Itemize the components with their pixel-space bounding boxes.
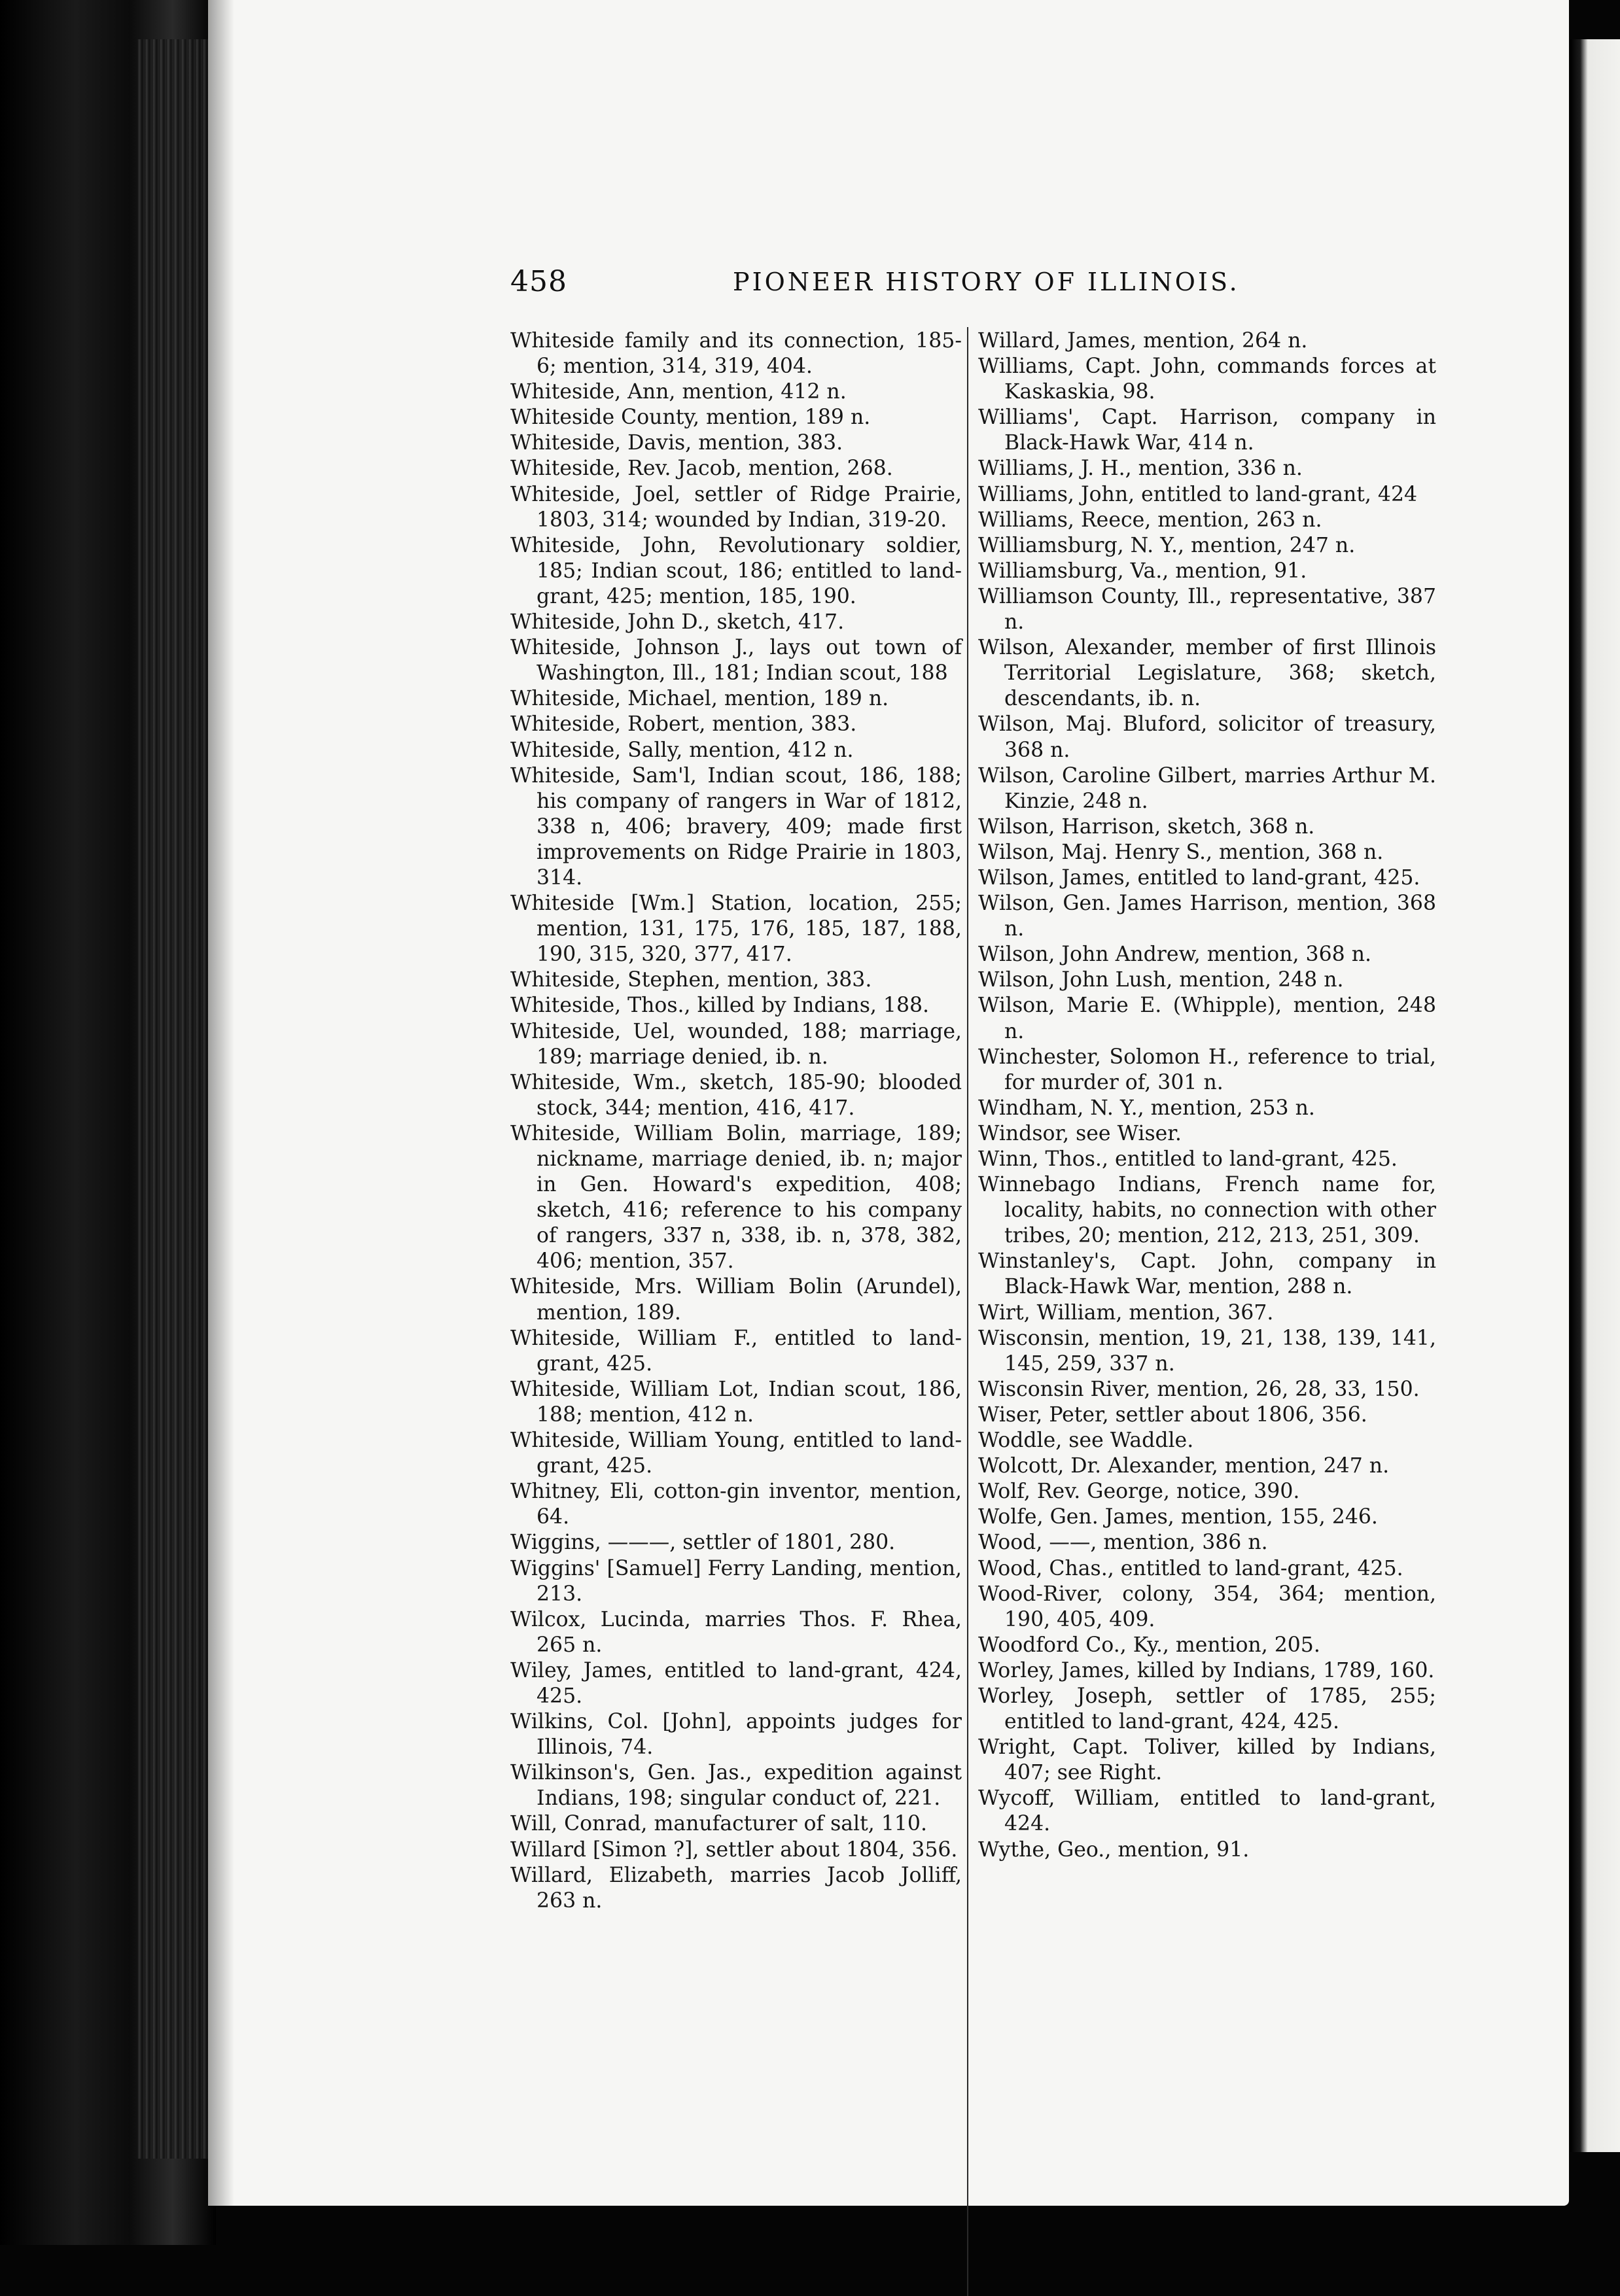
index-entry: Whiteside, William Young, entitled to land-grant, 425.	[510, 1429, 962, 1478]
index-entry: Wilson, Maj. Henry S., mention, 368 n.	[978, 840, 1384, 864]
facing-page-edge	[1570, 39, 1620, 2152]
index-entry: Wiggins, ———, settler of 1801, 280.	[510, 1531, 896, 1555]
index-entry: Whiteside, Ann, mention, 412 n.	[510, 380, 847, 404]
index-entry: Whiteside County, mention, 189 n.	[510, 406, 871, 430]
index-column-left	[510, 328, 962, 1914]
index-entry: Whiteside, Michael, mention, 189 n.	[510, 687, 889, 711]
index-entry: Whiteside, Wm., sketch, 185-90; blooded stock, 344; mention, 416, 417.	[510, 1070, 962, 1120]
index-entry: Wilson, John Andrew, mention, 368 n.	[978, 943, 1371, 967]
index-entry: Whiteside, Uel, wounded, 188; marriage, 189; marriage denied, ib. n.	[510, 1019, 962, 1069]
index-entry: Whiteside, William Bolin, marriage, 189; nickname, marriage denied, ib. n; major in Gen. Howard's expedition, 408; sketch, 416; reference to his company of rangers, 337 n, 338, ib. n, 378, 382, 406; mention, 357.	[510, 1121, 962, 1274]
index-entry: Whiteside, Johnson J., lays out town of Washington, Ill., 181; Indian scout, 188	[510, 636, 962, 686]
index-entry: Wood, Chas., entitled to land-grant, 425.	[978, 1556, 1403, 1580]
index-entry: Wilkinson's, Gen. Jas., expedition against Indians, 198; singular conduct of, 221.	[510, 1761, 962, 1811]
index-entry: Wolcott, Dr. Alexander, mention, 247 n.	[978, 1454, 1390, 1478]
index-entry: Williamsburg, Va., mention, 91.	[978, 559, 1307, 583]
index-entry: Whiteside, John D., sketch, 417.	[510, 610, 845, 635]
index-entry: Willard [Simon ?], settler about 1804, 356.	[510, 1837, 958, 1862]
index-entry: Windham, N. Y., mention, 253 n.	[978, 1096, 1315, 1120]
index-entry: Wilson, Maj. Bluford, solicitor of treasury, 368 n.	[978, 712, 1436, 762]
index-entry: Wilson, John Lush, mention, 248 n.	[978, 968, 1344, 992]
index-entry: Whiteside, John, Revolutionary soldier, 185; Indian scout, 186; entitled to land-grant, 425; mention, 185, 190.	[510, 533, 962, 608]
index-entry: Whiteside, Robert, mention, 383.	[510, 712, 857, 737]
index-entry: Whitney, Eli, cotton-gin inventor, mention, 64.	[510, 1480, 962, 1529]
index-entry: Wolfe, Gen. James, mention, 155, 246.	[978, 1505, 1378, 1529]
index-entry: Wiggins' [Samuel] Ferry Landing, mention, 213.	[510, 1556, 962, 1606]
index-entry: Wisconsin River, mention, 26, 28, 33, 150.	[978, 1377, 1420, 1401]
index-entry: Whiteside, Sally, mention, 412 n.	[510, 738, 854, 762]
index-entry: Whiteside, Mrs. William Bolin (Arundel), mention, 189.	[510, 1275, 962, 1325]
index-entry: Winchester, Solomon H., reference to trial, for murder of, 301 n.	[978, 1045, 1436, 1094]
index-entry: Worley, James, killed by Indians, 1789, 160.	[978, 1658, 1435, 1682]
index-entry: Whiteside, Sam'l, Indian scout, 186, 188; his company of rangers in War of 1812, 338 n, 406; bravery, 409; made first improvements on Ridge Prairie in 1803, 314.	[510, 763, 962, 890]
page-gutter-shadow	[208, 0, 234, 2206]
index-entry: Windsor, see Wiser.	[978, 1121, 1182, 1145]
index-entry: Williamsburg, N. Y., mention, 247 n.	[978, 533, 1356, 557]
index-entry: Wilson, Alexander, member of first Illinois Territorial Legislature, 368; sketch, descendants, ib. n.	[978, 636, 1436, 711]
index-entry: Williams', Capt. Harrison, company in Black-Hawk War, 414 n.	[978, 406, 1436, 455]
index-entry: Wisconsin, mention, 19, 21, 138, 139, 141, 145, 259, 337 n.	[978, 1326, 1436, 1376]
index-entry: Whiteside family and its connection, 185-6; mention, 314, 319, 404.	[510, 329, 962, 379]
index-entry: Wolf, Rev. George, notice, 390.	[978, 1480, 1300, 1504]
index-column-right	[978, 328, 1436, 1863]
index-entry: Wood, ——, mention, 386 n.	[978, 1531, 1268, 1555]
index-entry: Wilkins, Col. [John], appoints judges for Illinois, 74.	[510, 1710, 962, 1760]
index-entry: Winnebago Indians, French name for, locality, habits, no connection with other tribes, 20; mention, 212, 213, 251, 309.	[978, 1173, 1436, 1248]
index-entry: Williams, J. H., mention, 336 n.	[978, 457, 1303, 481]
index-entry: Williams, Reece, mention, 263 n.	[978, 508, 1322, 532]
index-entry: Whiteside [Wm.] Station, location, 255; mention, 131, 175, 176, 185, 187, 188, 190, 315, 320, 377, 417.	[510, 892, 962, 967]
running-head: PIONEER HISTORY OF ILLINOIS.	[733, 268, 1240, 296]
index-entry: Whiteside, Joel, settler of Ridge Prairie, 1803, 314; wounded by Indian, 319-20.	[510, 482, 962, 532]
index-entry: Wood-River, colony, 354, 364; mention, 190, 405, 409.	[978, 1582, 1436, 1631]
index-entry: Williams, John, entitled to land-grant, 424	[978, 482, 1418, 506]
page-number: 458	[510, 265, 567, 298]
index-entry: Woodford Co., Ky., mention, 205.	[978, 1633, 1320, 1657]
binding-edge	[137, 39, 209, 2159]
index-entry: Wilson, Marie E. (Whipple), mention, 248 n.	[978, 994, 1436, 1043]
index-entry: Williamson County, Ill., representative, 387 n.	[978, 584, 1436, 635]
index-entry: Whiteside, William Lot, Indian scout, 186, 188; mention, 412 n.	[510, 1377, 962, 1427]
index-entry: Winn, Thos., entitled to land-grant, 425.	[978, 1147, 1398, 1171]
index-entry: Whiteside, Rev. Jacob, mention, 268.	[510, 457, 893, 481]
index-entry: Wilcox, Lucinda, marries Thos. F. Rhea, 265 n.	[510, 1607, 962, 1657]
index-entry: Wilson, Harrison, sketch, 368 n.	[978, 814, 1315, 839]
index-entry: Worley, Joseph, settler of 1785, 255; entitled to land-grant, 424, 425.	[978, 1684, 1436, 1734]
index-entry: Whiteside, Davis, mention, 383.	[510, 431, 843, 455]
index-entry: Winstanley's, Capt. John, company in Black-Hawk War, mention, 288 n.	[978, 1249, 1436, 1299]
index-entry: Wilson, Gen. James Harrison, mention, 368 n.	[978, 892, 1436, 941]
index-entry: Wiley, James, entitled to land-grant, 424, 425.	[510, 1658, 962, 1708]
book-binding	[0, 0, 216, 2245]
index-entry: Whiteside, Stephen, mention, 383.	[510, 968, 872, 992]
index-entry: Wilson, Caroline Gilbert, marries Arthur M. Kinzie, 248 n.	[978, 763, 1436, 813]
index-entry: Will, Conrad, manufacturer of salt, 110.	[510, 1812, 927, 1836]
index-entry: Williams, Capt. John, commands forces at Kaskaskia, 98.	[978, 355, 1436, 404]
index-entry: Willard, James, mention, 264 n.	[978, 329, 1308, 353]
index-entry: Wright, Capt. Toliver, killed by Indians, 407; see Right.	[978, 1735, 1436, 1785]
index-entry: Willard, Elizabeth, marries Jacob Jolliff, 263 n.	[510, 1863, 962, 1913]
index-entry: Wythe, Geo., mention, 91.	[978, 1837, 1250, 1862]
index-entry: Woddle, see Waddle.	[978, 1429, 1194, 1453]
index-entry: Whiteside, William F., entitled to land-grant, 425.	[510, 1326, 962, 1376]
index-entry: Wilson, James, entitled to land-grant, 425.	[978, 865, 1420, 890]
column-rule	[967, 327, 968, 2296]
index-entry: Wirt, William, mention, 367.	[978, 1300, 1274, 1325]
index-entry: Whiteside, Thos., killed by Indians, 188.	[510, 994, 930, 1018]
index-entry: Wycoff, William, entitled to land-grant, 424.	[978, 1786, 1436, 1836]
index-entry: Wiser, Peter, settler about 1806, 356.	[978, 1402, 1367, 1427]
page-header	[510, 265, 1439, 304]
